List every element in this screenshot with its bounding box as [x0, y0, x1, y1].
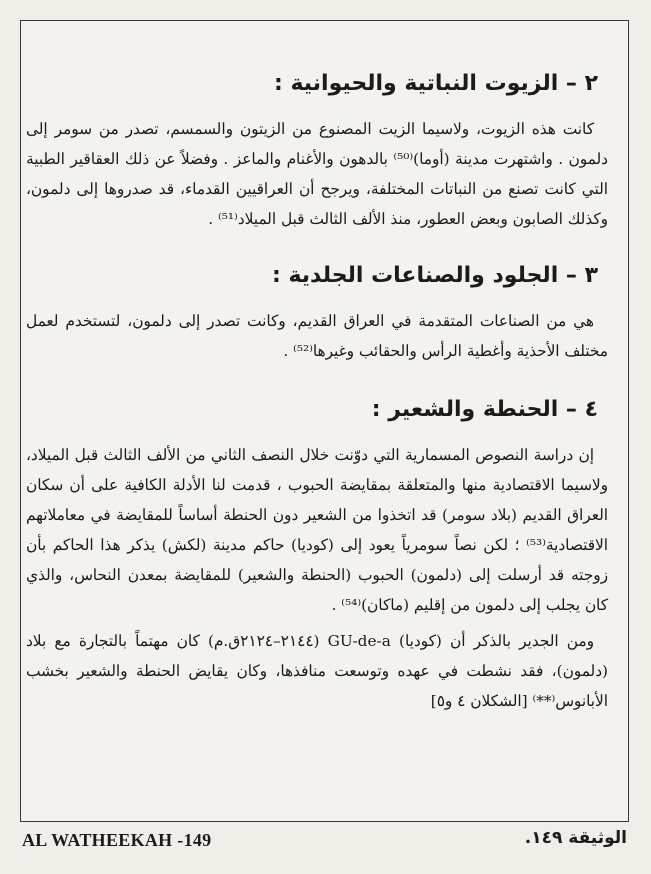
section-paragraph-oils: كانت هذه الزيوت، ولاسيما الزيت المصنوع من الزيتون والسمسم، تصدر من سومر إلى دلمون . واشتهرت مدينة (أوما)⁽⁵⁰⁾ بالدهون والأغنام والماعز . وفضلاً عن ذلك العقاقير الطبية التي كانت تصنع من النباتات المختلفة، ويرجح أن العراقيين القدماء، قد صدروها إلى دلمون، وكذلك الصابون وبعض العطور، منذ الألف الثالث قبل الميلاد⁽⁵¹⁾ .: [26, 120, 608, 228]
footer-journal-name-arabic: الوثيقة ١٤٩.: [524, 828, 627, 848]
section-heading-oils: ٢ – الزيوت النباتية والحيوانية :: [273, 71, 598, 96]
section-heading-grain: ٤ – الحنطة والشعير :: [371, 397, 598, 422]
section-paragraph-grain-1: إن دراسة النصوص المسمارية التي دوّنت خلال النصف الثاني من الألف الثالث قبل الميلاد، ولاسيما الاقتصادية منها والمتعلقة بمقايضة الحبوب ، قدمت لنا الأدلة الكافية على أن سكان العراق القديم (بلاد سومر) قد اتخذوا من الشعير دون الحنطة أساساً للمقايضة في معاملاتهم الاقتصادية⁽⁵³⁾ ؛ لكن نصاً سومرياً يعود إلى (كوديا) حاكم مدينة (لكش) يذكر هذا الحاكم بأن زوجته قد أرسلت إلى (دلمون) الحبوب (الحنطة والشعير) للمقايضة بمعدن النحاس، والذي كان يجلب إلى دلمون من إقليم (ماكان)⁽⁵⁴⁾ .: [26, 446, 608, 614]
page-footer: [0, 826, 651, 866]
section-paragraph-leather: هي من الصناعات المتقدمة في العراق القديم، وكانت تصدر إلى دلمون، لتستخدم لعمل مختلف الأحذية وأغطية الرأس والحقائب وغيرها⁽⁵²⁾ .: [26, 312, 608, 360]
article-body: [26, 66, 608, 716]
section-heading-leather: ٣ – الجلود والصناعات الجلدية :: [272, 263, 598, 288]
section-paragraph-grain-2: ومن الجدير بالذكر أن (كوديا) GU-de-a (٢١٤٤–٢١٢٤ق.م) كان مهتماً بالتجارة مع بلاد (دلمون)، فقد نشطت في عهده وتوسعت منافذها، وكان يقايض الحنطة والشعير بخشب الأبانوس⁽**⁾ [الشكلان ٤ و٥]: [26, 632, 608, 710]
footer-journal-name: AL WATHEEKAH -149: [22, 830, 212, 850]
